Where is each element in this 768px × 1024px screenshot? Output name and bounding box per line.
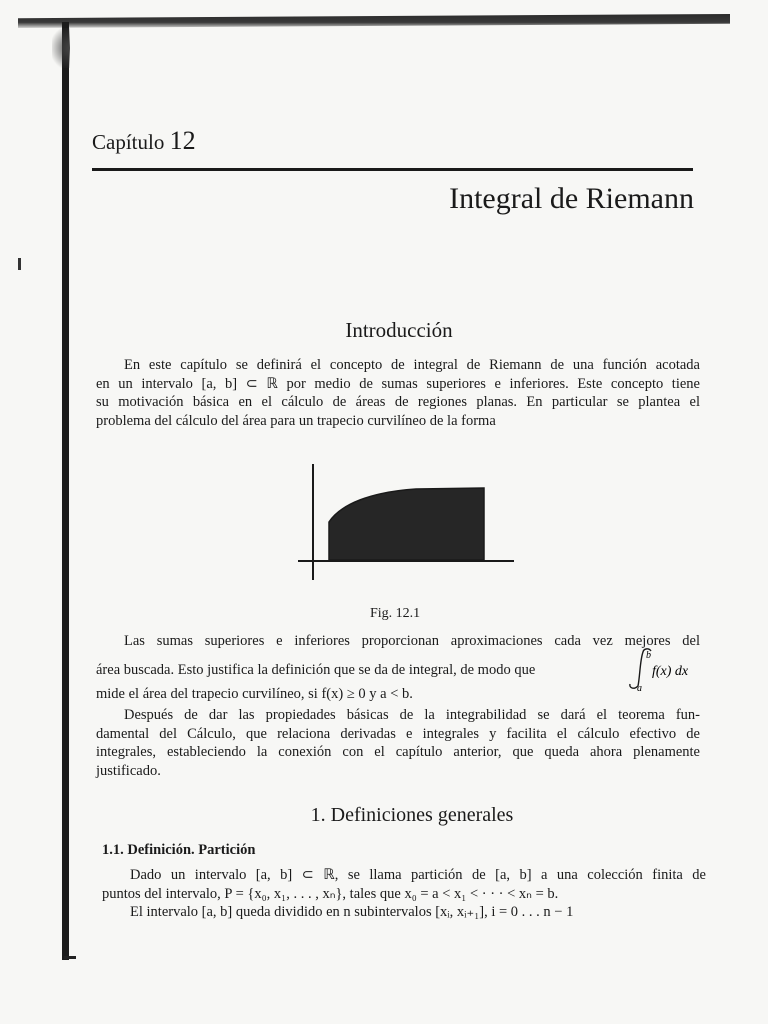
- introduction-paragraph-3: [96, 706, 700, 780]
- introduction-paragraph-2: [96, 632, 700, 703]
- chapter-number: 12: [169, 126, 196, 155]
- text-line: área buscada. Esto justifica la definición que se da de integral, de modo que: [96, 661, 536, 678]
- definition-paragraph: [102, 866, 706, 922]
- text-line: El intervalo [a, b] queda dividido en n subintervalos [xᵢ, xᵢ₊₁], i = 0 . . . n − 1: [130, 904, 574, 920]
- text-line: problema del cálculo del área para un trapecio curvilíneo de la forma: [96, 412, 496, 429]
- text-line: Dado un intervalo [a, b] ⊂ ℝ, se llama partición de [a, b] a una colección finita de: [130, 867, 706, 883]
- introduction-paragraph-1: [96, 356, 700, 430]
- scan-shadow: [52, 28, 70, 68]
- integral-expression: [624, 646, 706, 692]
- integral-lower-limit: a: [637, 683, 642, 692]
- text-line: su motivación básica en el cálculo de áreas de regiones planas. En particular se plantea el: [96, 394, 700, 410]
- subsection-heading: 1.1. Definición. Partición: [102, 842, 256, 858]
- chapter-label: [92, 126, 196, 156]
- text-line: En este capítulo se definirá el concepto de integral de Riemann de una función acotada: [124, 357, 700, 373]
- text-line: puntos del intervalo, P = {x₀, x₁, . . . , xₙ}, tales que x₀ = a < x₁ < · · · < xₙ = b.: [102, 885, 559, 902]
- text-line: Después de dar las propiedades básicas de la integrabilidad se dará el teorema fun-: [124, 707, 700, 723]
- text-line: en un intervalo [a, b] ⊂ ℝ por medio de sumas superiores e inferiores. Este concepto tiene: [96, 375, 700, 392]
- text-line: justificado.: [96, 762, 161, 779]
- section-heading: 1. Definiciones generales: [310, 804, 514, 826]
- text-line: damental del Cálculo, que relaciona derivadas e integrales y facilita el cálculo efectivo de: [96, 725, 700, 742]
- introduction-heading: Introducción: [345, 318, 453, 342]
- text-line: mide el área del trapecio curvilíneo, si f(x) ≥ 0 y a < b.: [96, 685, 413, 702]
- integral-upper-limit: b: [646, 650, 651, 661]
- shaded-area: [329, 488, 484, 560]
- text-line: Las sumas superiores e inferiores proporcionan aproximaciones cada vez mejores del: [124, 633, 700, 649]
- chapter-title: Integral de Riemann: [449, 182, 694, 215]
- scan-mark-bottom: [64, 956, 76, 959]
- scan-mark: [18, 258, 21, 270]
- figure-caption: Fig. 12.1: [370, 606, 421, 621]
- chapter-word: Capítulo: [92, 130, 165, 154]
- text-line: integrales, estableciendo la conexión con el capítulo anterior, que queda ahora plenamente: [96, 744, 700, 760]
- integrand: f(x) dx: [652, 664, 689, 679]
- scan-edge-top: [18, 14, 730, 28]
- chapter-rule: [92, 168, 693, 171]
- curvilinear-trapezoid-figure: [296, 462, 516, 582]
